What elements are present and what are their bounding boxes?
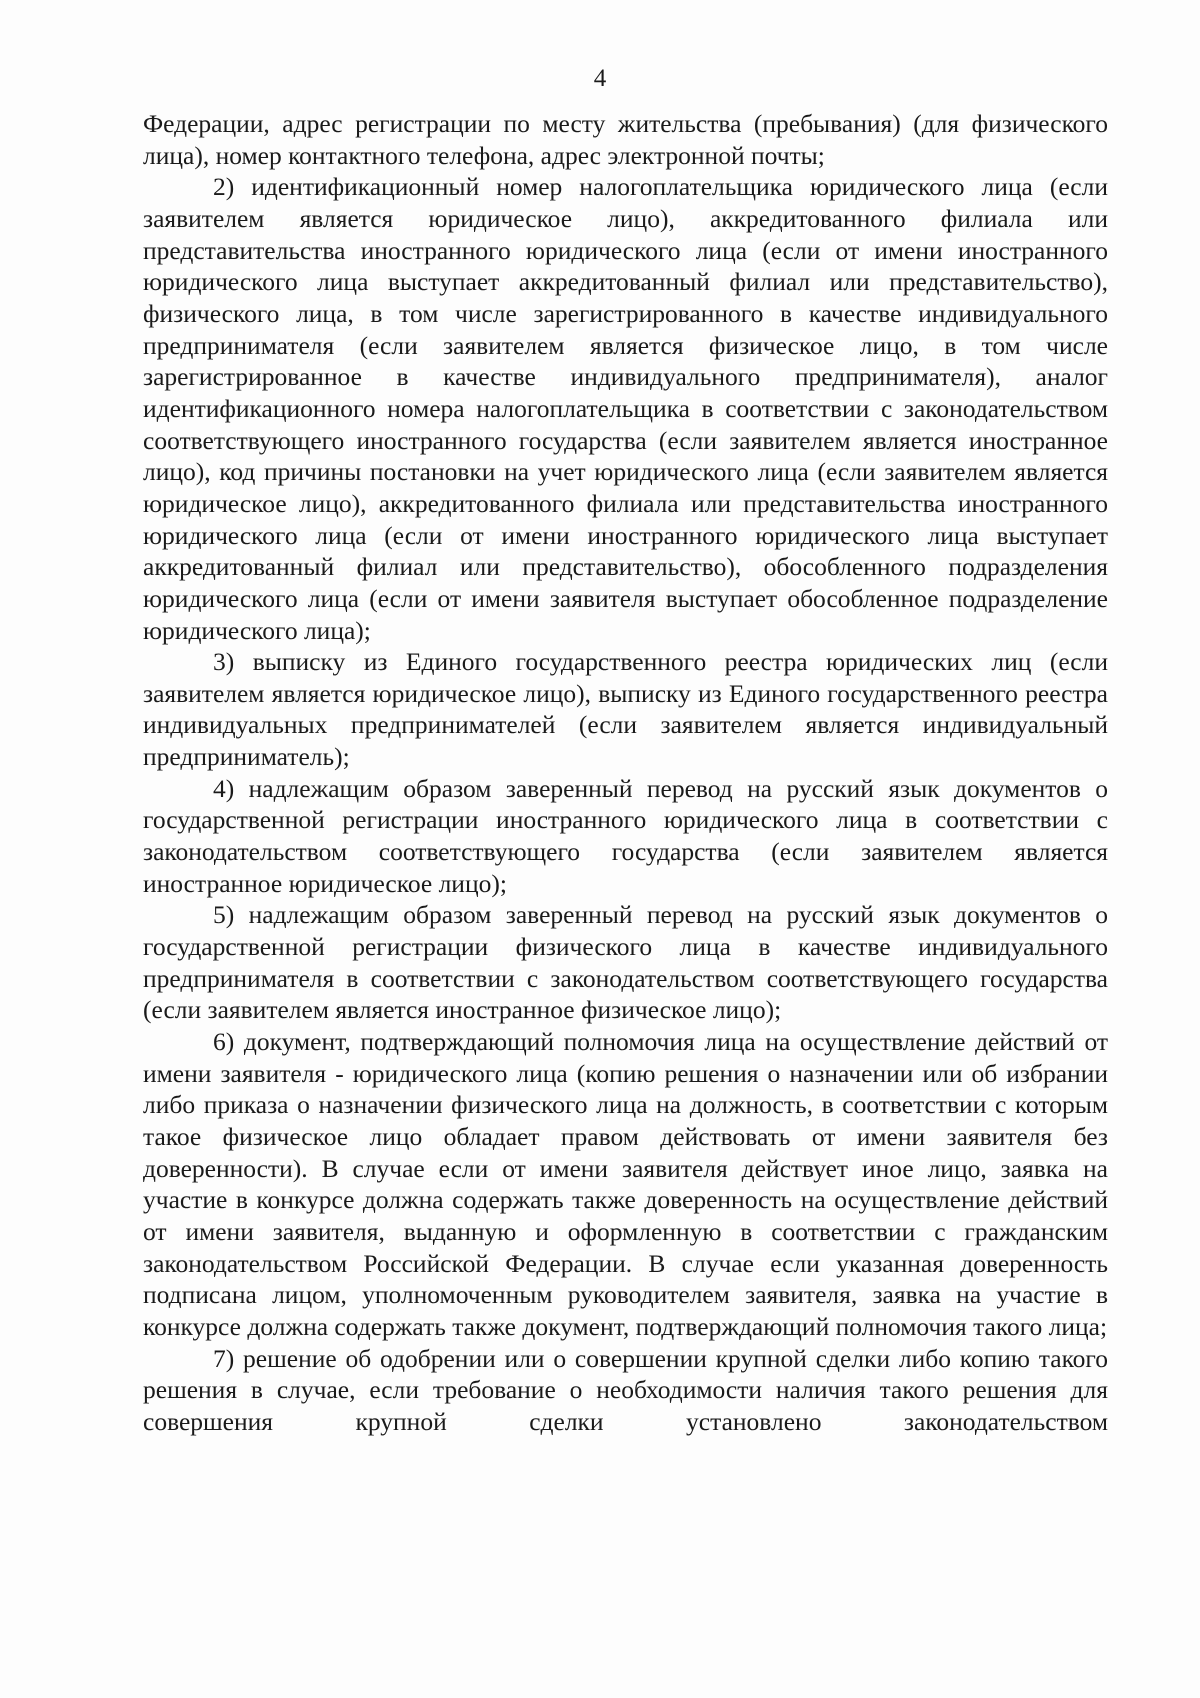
paragraph-item-3: 3) выписку из Единого государственного реестра юридических лиц (если заявителем является юридическое лицо), выписку из Единого государственного реестра индивидуальных предпринимателей (если заявителем является индивидуальный предприниматель); [143,647,1108,772]
paragraph-continuation: Федерации, адрес регистрации по месту жительства (пребывания) (для физического лица), номер контактного телефона, адрес электронной почты; [143,109,1108,170]
paragraph-item-6: 6) документ, подтверждающий полномочия лица на осуществление действий от имени заявителя - юридического лица (копию решения о назначении или об избрании либо приказа о назначении физического лица на должность, в соответствии с которым такое физическое лицо обладает правом действовать от имени заявителя без доверенности). В случае если от имени заявителя действует иное лицо, заявка на участие в конкурсе должна содержать также доверенность на осуществление действий от имени заявителя, выданную и оформленную в соответствии с гражданским законодательством Российской Федерации. В случае если указанная доверенность подписана лицом, уполномоченным руководителем заявителя, заявка на участие в конкурсе должна содержать также документ, подтверждающий полномочия такого лица; [143,1027,1108,1341]
page-number: 4 [593,65,607,92]
document-body [143,108,1108,1438]
paragraph-item-2: 2) идентификационный номер налогоплательщика юридического лица (если заявителем является юридическое лицо), аккредитованного филиала или представительства иностранного юридического лица (если от имени иностранного юридического лица выступает аккредитованный филиал или представительство), физического лица, в том числе зарегистрированного в качестве индивидуального предпринимателя (если заявителем является физическое лицо, в том числе зарегистрированное в качестве индивидуального предпринимателя), аналог идентификационного номера налогоплательщика в соответствии с законодательством соответствующего иностранного государства (если заявителем является иностранное лицо), код причины постановки на учет юридического лица (если заявителем является юридическое лицо), аккредитованного филиала или представительства иностранного юридического лица (если от имени иностранного юридического лица выступает аккредитованный филиал или представительство), обособленного подразделения юридического лица (если от имени заявителя выступает обособленное подразделение юридического лица); [143,172,1108,645]
paragraph-item-4: 4) надлежащим образом заверенный перевод на русский язык документов о государственной регистрации иностранного юридического лица в соответствии с законодательством соответствующего государства (если заявителем является иностранное юридическое лицо); [143,773,1108,898]
paragraph-item-7: 7) решение об одобрении или о совершении крупной сделки либо копию такого решения в случае, если требование о необходимости наличия такого решения для совершения крупной сделки установлено законодательством [143,1343,1108,1436]
paragraph-item-5: 5) надлежащим образом заверенный перевод на русский язык документов о государственной регистрации физического лица в качестве индивидуального предпринимателя в соответствии с законодательством соответствующего государства (если заявителем является иностранное физическое лицо); [143,900,1108,1025]
